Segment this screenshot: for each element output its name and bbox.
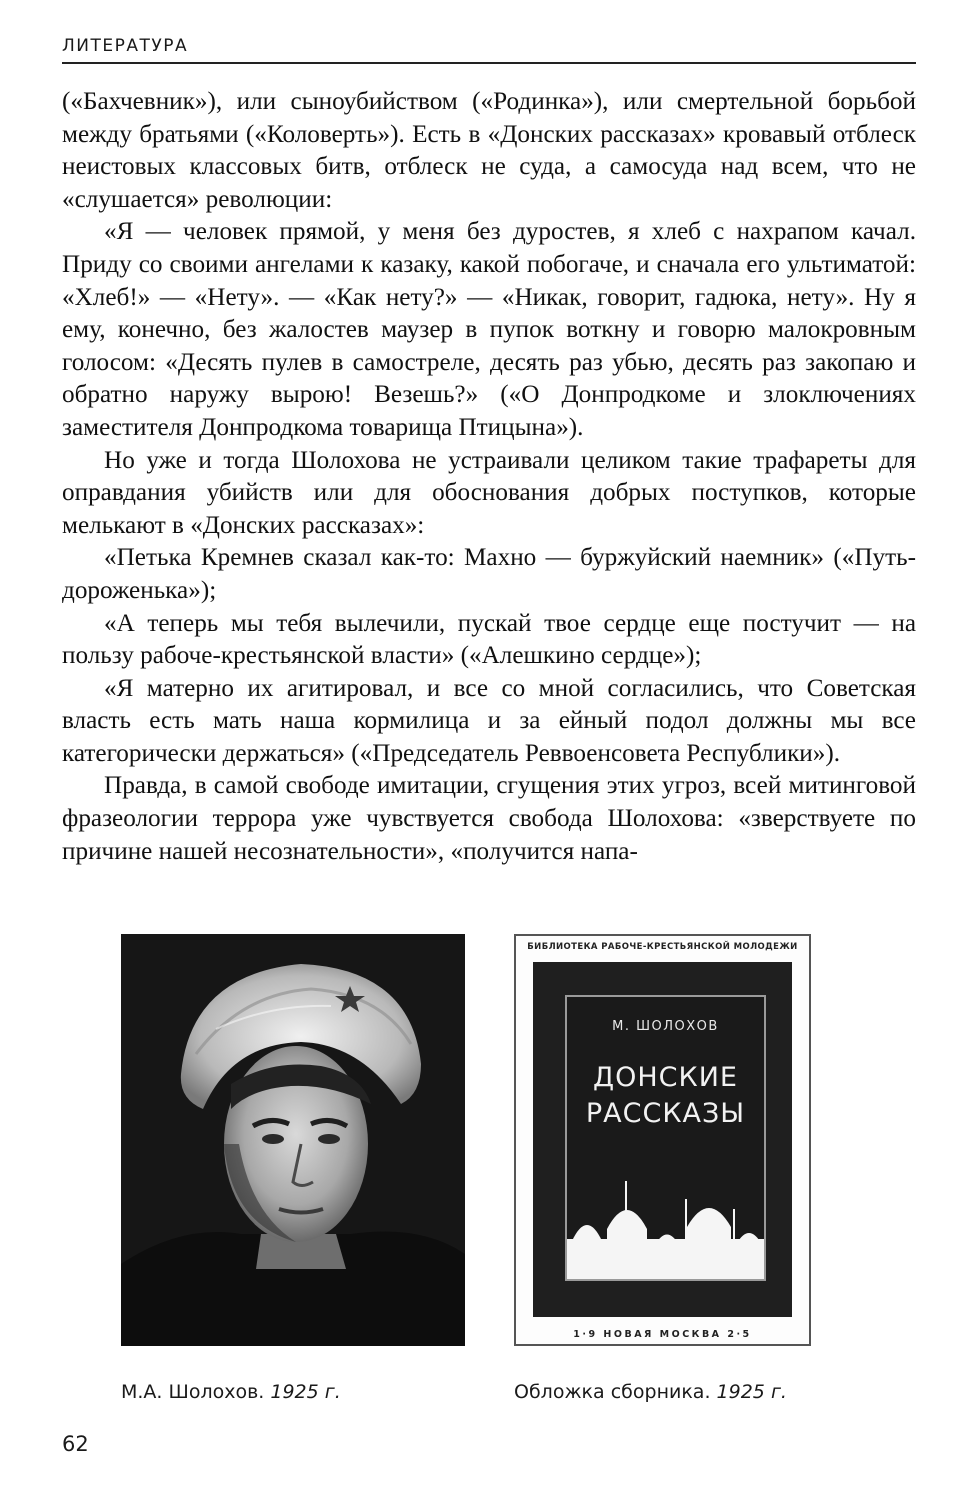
- cover-inner-frame: [565, 995, 766, 1281]
- book-cover: [514, 934, 811, 1346]
- cover-title-line: ДОНСКИЕ: [593, 1062, 738, 1093]
- paragraph: «Я матерно их агитировал, и все со мной согласились, что Советская власть есть мать наша кормилица и за ейный подол должны мы все категорически держаться» («Председатель Реввоенсовета Республики»).: [62, 674, 916, 767]
- paragraph: «Петька Кремнев сказал как-то: Махно — буржуйский наемник» («Путь-дороженька»);: [62, 544, 916, 604]
- cover-series-line: БИБЛИОТЕКА РАБОЧЕ-КРЕСТЬЯНСКОЙ МОЛОДЕЖИ: [527, 942, 798, 952]
- portrait-caption: [121, 1381, 341, 1403]
- paragraph: Правда, в самой свободе имитации, сгущения этих угроз, всей митинговой фразеологии террора уже чувствуется свобода Шолохова: «зверствуете по причине нашей несознательности», «получится напа-: [62, 772, 916, 865]
- caption-text: М.А. Шолохов.: [121, 1381, 265, 1403]
- cover-caption: [514, 1381, 787, 1403]
- caption-year: 1925 г.: [716, 1381, 787, 1403]
- cover-title-line: РАССКАЗЫ: [585, 1098, 746, 1129]
- cover-title: [567, 1060, 764, 1132]
- paragraph: («Бахчевник»), или сыноубийством («Родинка»), или смертельной борьбой между братьями («Коловерть»). Есть в «Донских рассказах» кровавый отблеск неистовых классовых битв, отблеск не суда, а самосуда над всем, что не «слушается» революции:: [62, 88, 916, 213]
- cover-imprint: 1·9 НОВАЯ МОСКВА 2·5: [573, 1329, 752, 1340]
- paragraph: «Я — человек прямой, у меня без дуростев, я хлеб с нахрапом качал. Приду со своими ангелами к казаку, какой побогаче, и сначала его ультиматой: «Хлеб!» — «Нету». — «Как нету?» — «Никак, говорит, гадюка, нету». Ну я ему, конечно, без жалостев маузер в пупок воткну и говорю малокровным голосом: «Десять пулев в самостреле, десять раз убью, десять раз закопаю и обратно наружу вырою! Везешь?» («О Донпродкоме и злоключениях заместителя Донпродкома товарища Птицына»).: [62, 218, 916, 441]
- paragraph: «А теперь мы тебя вылечили, пускай твое сердце еще постучит — на пользу рабоче-крестьянской власти» («Алешкино сердце»);: [62, 609, 916, 670]
- cover-author: М. ШОЛОХОВ: [612, 1019, 719, 1034]
- paragraph: Но уже и тогда Шолохова не устраивали целиком такие трафареты для оправдания убийств или для обоснования добрых поступков, которые мелькают в «Донских рассказах»:: [62, 446, 916, 539]
- body-text: [62, 86, 916, 868]
- portrait-photo: [121, 934, 465, 1346]
- header-rule: [62, 62, 916, 64]
- caption-year: 1925 г.: [270, 1381, 341, 1403]
- page-number: 62: [62, 1432, 89, 1456]
- caption-text: Обложка сборника.: [514, 1381, 711, 1403]
- running-head-title: ЛИТЕРАТУРА: [62, 36, 189, 56]
- cover-city-silhouette: [567, 1169, 764, 1279]
